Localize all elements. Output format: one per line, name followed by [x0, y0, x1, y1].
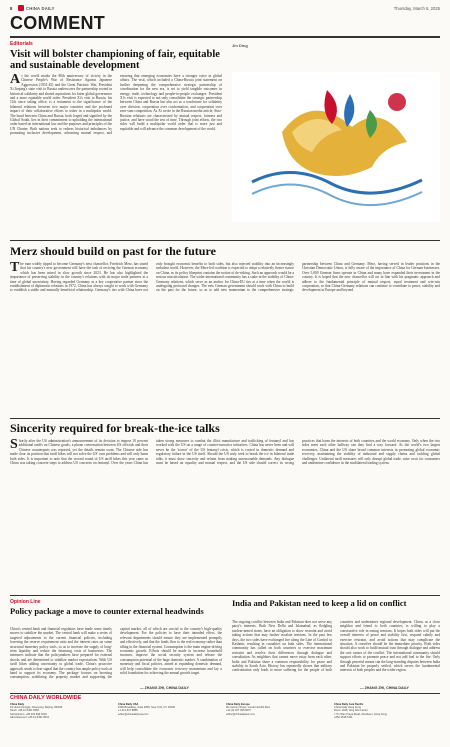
footer-line: Advertisement: +86 10 6491 8631: [10, 715, 50, 719]
illustration-artist: Jin Ding: [232, 43, 248, 48]
footer-line: Room 1818, Hing Wai Centre: [334, 709, 368, 713]
footer-line: +852 2518 5111: [334, 715, 353, 719]
column-body: [10, 627, 222, 685]
footer-line: Subscription: +86 400 699 0203: [10, 712, 47, 716]
footer-column: [118, 703, 218, 716]
footer-line: 90 Cannon Street, London EC4N 6HA: [226, 706, 270, 710]
column-2-text: The ongoing conflict between India and Pakistan does not serve any party's interests. Both New Delhi and Islamabad, as fledgling nuclear-armed states, have an obligation to show restraint and avoid taking actions that may further escalate tensions. In the past few days, the two sides have exchanged fire along the Line of Control in Kashmir, resulting in casualties on both sides. The international community has called on both countries to exercise maximum restraint and resolve their differences through dialogue and consultation. As neighbors that cannot move away from each other, India and Pakistan share a common responsibility for peace and stability in South Asia. History has repeatedly shown that military confrontation only leads to more suffering for the people of both countries and undermines regional development. China, as a close neighbor and friend to both countries, is willing to play a constructive role in easing tensions. It hopes both sides will put the overall interests of peace and stability first, respond calmly and exercise restraint, and avoid actions that may complicate the situation. A ceasefire should be the immediate priority. Both sides should also work to build mutual trust through dialogue and address the root causes of the conflict. The international community should support efforts to promote peace and not add fuel to the fire. Only through peaceful means can the long-standing disputes between India and Pakistan be properly settled, which serves the fundamental interests of both peoples and the wider region.: [232, 620, 440, 673]
page-number: 8: [10, 6, 13, 11]
editorial-3-text: hortly after the US administration's announcement of its decision to impose 10 percent additional tariffs on Chinese goods, a phone conversation between US officials and their Chinese counterparts was reported, yet the details remain scant. The Chinese side has made clear its position that tariff hikes will not solve the US' own problems and will only harm both sides. It is important to note that the second round of US tariff hikes this year came as China was taking concrete steps to address US concerns on fentanyl. Over the years China has taken strong measures to combat the illicit manufacture and trafficking of fentanyl and has worked with the US on a range of counter-narcotics initiatives. China has never been and will never be the 'source' of the US fentanyl crisis, which is rooted in domestic demand and regulatory failure in the US itself. Should the US truly seek to break the ice in bilateral trade talks, it must show sincerity and refrain from making unreasonable demands. Any dialogue must be based on equality and mutual respect, and the US side should correct its wrong practices that harm the interests of both countries and the world economy. Only when the two sides meet each other halfway can they find a way forward. As the world's two largest economies, China and the US share broad common interests in promoting global economic recovery, maintaining the stability of industrial and supply chains and tackling global challenges. Unilateral tariff measures will only disrupt global trade, raise costs for consumers and undermine confidence in the multilateral trading system.: [10, 439, 440, 466]
footer-line: +1 212 537 8888: [118, 709, 138, 713]
column-signature: — ZHANG ZHI, CHINA DAILY: [140, 686, 189, 690]
footer-line: 1500 Broadway, Suite 2800, New York, NY 10036: [118, 706, 176, 710]
opinion-line-label: Opinion Line: [10, 599, 41, 605]
china-daily-logo-icon: [18, 5, 24, 11]
footer-line: editor@chinadailyuk.com: [226, 712, 256, 716]
editorial-3-dropcap: S: [10, 439, 18, 452]
column-2-headline: India and Pakistan need to keep a lid on conflict: [232, 598, 407, 608]
column-headline: Policy package a move to counter external headwinds: [10, 606, 204, 616]
footer-column-head: China Daily Europe: [226, 703, 250, 706]
editorial-2-headline: Merz should build on past for the future: [10, 244, 216, 258]
divider-1: [10, 240, 440, 241]
newspaper-name: CHINA DAILY: [26, 6, 55, 11]
column-2-body: [232, 620, 440, 685]
footer-line: News: +86 10 6491 8366: [10, 709, 39, 713]
editorial-1-headline: Visit will bolster championing of fair, equitable and sustainable development: [10, 49, 220, 72]
editorial-2-dropcap: T: [10, 262, 20, 275]
column-text: China's central bank and financial regulators have made some timely moves to stabilize the market. The central bank will make a series of targeted adjustments to the current financial policies, including lowering the reserve requirement ratio and the interest rates on some structural monetary policy tools, so as to increase the supply of long-term liquidity and reduce the financing costs of businesses. The measures indicate that the policymakers have prepared for external shocks and are determined to stabilize market expectations. With US tariff hikes adding uncertainty to global trade, China's proactive approach sends a clear signal that the country has ample policy tools at hand to support its economy. The package focuses on boosting consumption, stabilizing the property market and supporting the capital market, all of which are crucial to the country's high-quality development. For the policies to have their intended effect, the relevant departments should ensure they are implemented promptly and effectively, and that the funds flow to the real economy rather than idling in the financial system. Consumption is the main engine driving economic growth. Efforts should be made to increase household incomes, improve the social security system and release the consumption potential of the huge domestic market. A combination of monetary and fiscal policies, aimed at expanding domestic demand, will help consolidate the economic recovery momentum and lay a solid foundation for achieving the annual growth target.: [10, 627, 222, 680]
footer-line: +44 (0) 207 398 8270: [226, 709, 251, 713]
footer-column-head: China Daily Asia Pacific: [334, 703, 364, 706]
divider-2: [10, 418, 440, 419]
footer-column-head: China Daily USA: [118, 703, 139, 706]
editorial-2-text: he man widely tipped to become Germany's next chancellor, Friedrich Merz, has stated that his country's new government will have the task of reviving the German economy which has been mired in slow growth since 2023. He has also highlighted the importance of preserving stability in the country's relations with its major trade partners at a time of global uncertainty. Having regarded Germany as a key cooperative partner since the establishment of diplomatic relations in 1972, China has always sought to work with Germany to establish a stable and mutually beneficial relationship. Germany's ties with China have not only brought economic benefits to both sides, but also injected stability into an increasingly turbulent world. However, the Merz-led coalition is expected to adopt a relatively firmer stance on China, as its policy blueprint contains the notion of de-risking. Such an approach would be a serious miscalculation. The wider international community has a stake in the stability of China-Germany relations, which serve as an anchor for China-EU ties at a time when the world is undergoing profound changes. The new German government should work with China to build on the past for the future, so as to add new momentum to the comprehensive strategic partnership between China and Germany. Merz, having served in leader positions in the Christian Democratic Union, is fully aware of the importance of China for German businesses. Over 5,000 German firms operate in China and many have expanded their investment in the country. It is hoped that the new chancellor will act in line with his pragmatic approach and adhere to the fundamental principle of mutual respect, equal treatment and win-win cooperation, so that China-Germany relations can continue to contribute to peace, stability and development in Europe and beyond.: [10, 262, 440, 293]
footer-line: editor@chinadailyusa.com: [118, 712, 149, 716]
footer-column: [10, 703, 110, 719]
footer-column: [334, 703, 434, 719]
footer-line: 15 Huixin Dongjie, Chaoyang, Beijing 100029: [10, 706, 63, 710]
editorial-3-headline: Sincerity required for break-the-ice talks: [10, 421, 220, 435]
divider-4: [10, 693, 440, 694]
issue-date: Thursday, March 6, 2025: [393, 6, 440, 11]
editorial-1-dropcap: A: [10, 74, 21, 87]
editorials-label: Editorials: [10, 41, 33, 47]
divider-3: [10, 595, 440, 596]
footer-column-head: China Daily: [10, 703, 25, 706]
editorial-1-text: s the world marks the 80th anniversary of victory in the Chinese People's War of Resistance Against Japanese Aggression (1931-45) and the Great Patriotic War, President Xi Jinping's state visit to Russia underscores the partnership rooted in historical solidarity and shared aspirations for fairer global governance and a more equitable world order. President Xi's visit to Russia, his 11th since taking office, is a testament to the significance of the bilateral relations between two major countries and the profound impact of their collaborative efforts to usher in a multipolar world. The bond between China and Russia, both forged and signified by the Global South, lies in their commitment to upholding the international order based on international law and the purposes and principles of the UN Charter. Both nations seek to redress historical imbalances by promoting inclusive development, advancing mutual respect, and ensuring that emerging economies have a stronger voice in global affairs. The visit, which included a China-Russia joint statement on further deepening the comprehensive strategic partnership of coordination for the new era, is set to yield tangible outcomes in energy, trade, technology and people-to-people exchanges. President Xi's visit is expected to not only consolidate the strategic partnership between China and Russia but also act as a touchstone for solidarity over division, cooperation over confrontation, and cooperation over zero-sum competition. As Xi wrote in the Russian media article, Sino-Russian relations are characterized by mutual respect, fairness and justice, and have stood the test of time. Through joint efforts, the two sides will build a multipolar world order that is more just and equitable and will advance the common development of the world.: [10, 74, 222, 136]
editorial-2-body: [10, 262, 440, 414]
section-title: COMMENT: [10, 13, 106, 33]
column-2-signature: — ZHANG ZHI, CHINA DAILY: [360, 686, 409, 690]
footer-column: [226, 703, 326, 716]
page-header: [10, 5, 440, 13]
editorial-1-body: [10, 74, 222, 238]
cartoon-illustration: [232, 72, 440, 222]
editorial-3-body: [10, 439, 440, 591]
footer-line: China Daily Hong Kong: [334, 706, 361, 710]
section-rule: [10, 36, 440, 38]
footer-line: 7 Tin Wan Praya Road, Aberdeen, Hong Kong: [334, 712, 387, 716]
footer-title: CHINA DAILY WORLDWIDE: [10, 695, 82, 701]
